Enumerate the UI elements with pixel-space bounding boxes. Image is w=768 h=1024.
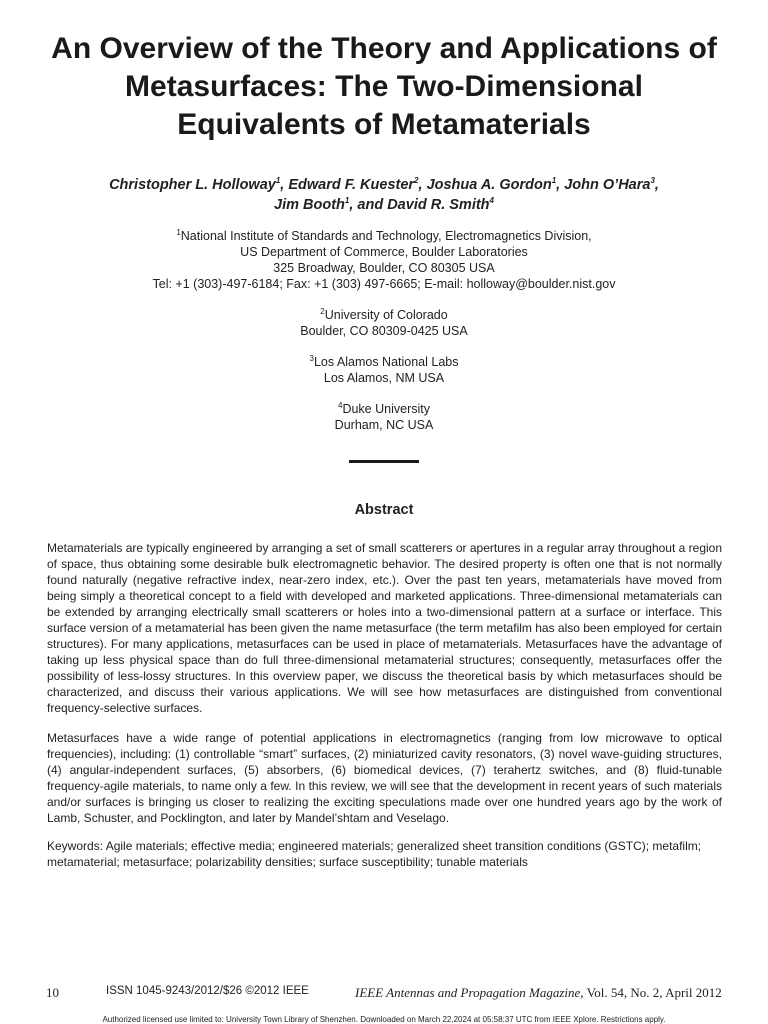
paper-title: An Overview of the Theory and Applications of Metasurfaces: The Two-Dimensional Equivalents of Metamaterials: [51, 32, 717, 141]
abstract-paragraph-2: Metasurfaces have a wide range of potential applications in electromagnetics (ranging from low microwave to optical frequencies), including: (1) controllable “smart” surfaces, (2) miniaturized cavity resonators, (3) novel wave-guiding structures, (4) angular-independent surfaces, (5) absorbers, (6) biomedical devices, (7) terahertz switches, and (8) fluid-tunable frequency-agile materials, to name only a few. In this review, we will see that the development in recent years of such materials and/or surfaces is bringing us closer to realizing the exciting speculations made over one hundred years ago by the work of Lamb, Schuster, and Pocklington, and later by Mandel’shtam and Veselago.: [47, 731, 722, 825]
affil-mark: 1: [176, 227, 181, 237]
affil-line: University of Colorado: [324, 308, 448, 322]
author-name: and David R. Smith: [357, 197, 490, 213]
author-affil-mark: 3: [650, 176, 655, 186]
author-name: Christopher L. Holloway: [109, 177, 276, 193]
author-affil-mark: 1: [344, 196, 350, 206]
affil-line: US Department of Commerce, Boulder Laboratories: [240, 245, 528, 259]
journal-citation: [355, 985, 721, 1001]
author-line-2: Jim Booth$^1$, and David R. Smith$^4$: [274, 196, 494, 213]
section-divider: [349, 460, 419, 463]
affil-line: Duke University: [342, 402, 430, 416]
license-notice: Authorized licensed use limited to: University Town Library of Shenzhen. Downloaded on March 22,2024 at 05:58:37 UTC from IEEE Xplore. Restrictions apply.: [102, 1015, 666, 1024]
affil-line: National Institute of Standards and Technology, Electromagnetics Division,: [180, 229, 592, 243]
author-name: Joshua A. Gordon: [426, 177, 552, 193]
author-name: John O’Hara: [564, 177, 651, 193]
affil-line: Los Alamos National Labs: [313, 355, 459, 369]
affil-mark: 4: [338, 400, 343, 410]
affiliation-1: [40, 228, 728, 292]
affiliation-2: [40, 307, 728, 339]
author-affil-mark: 1: [275, 176, 281, 186]
affil-mark: 3: [309, 353, 314, 363]
affil-line: Boulder, CO 80309-0425 USA: [300, 324, 468, 338]
issn-line: ISSN 1045-9243/2012/$26 ©2012 IEEE: [106, 985, 309, 997]
affiliation-4: [40, 401, 728, 433]
affil-contact-line: Tel: +1 (303)-497-6184; Fax: +1 (303) 497-6665; E-mail: holloway@boulder.nist.gov: [152, 277, 616, 291]
journal-issue: Vol. 54, No. 2, April 2012: [583, 985, 722, 1000]
affil-line: 325 Broadway, Boulder, CO 80305 USA: [273, 261, 495, 275]
keywords-paragraph: Keywords: Agile materials; effective media; engineered materials; generalized sheet transition conditions (GSTC); metafilm; metamaterial; metasurface; polarizability densities; surface susceptibility; tunable materials: [47, 839, 702, 869]
journal-name: IEEE Antennas and Propagation Magazine,: [355, 985, 584, 1000]
author-name: Edward F. Kuester: [288, 177, 415, 193]
affil-line: Durham, NC USA: [334, 418, 434, 432]
author-list: [40, 175, 728, 215]
affiliation-3: [40, 354, 728, 386]
affil-mark: 2: [320, 306, 325, 316]
author-line-1: Christopher L. Holloway$^1$, Edward F. Kuester$^2$, Joshua A. Gordon$^1$, John O’Hara$^3$,: [109, 176, 659, 193]
author-affil-mark: 4: [489, 196, 494, 206]
author-affil-mark: 2: [414, 176, 419, 186]
abstract-heading: Abstract: [354, 502, 414, 518]
page-number: 10: [46, 985, 59, 1000]
author-affil-mark: 1: [551, 176, 557, 186]
abstract-paragraph-1: Metamaterials are typically engineered by arranging a set of small scatterers or apertures in a regular array throughout a region of space, thus obtaining some desirable bulk electromagnetic behavior. The desired property is often one that is not normally found naturally (negative refractive index, near-zero index, etc.). Over the past ten years, metamaterials have moved from being simply a theoretical concept to a field with developed and marketed applications. Three-dimensional metamaterials can be extended by arranging electrically small scatterers or holes into a two-dimensional pattern at a surface or interface. This surface version of a metamaterial has been given the name metasurface (the term metafilm has also been employed for certain structures). For many applications, metasurfaces can be used in place of metamaterials. Metasurfaces have the advantage of taking up less physical space than do full three-dimensional metamaterial structures; consequently, metasurfaces offer the possibility of less-lossy structures. In this overview paper, we discuss the theoretical basis by which metasurfaces should be characterized, and discuss their various applications. We will see how metasurfaces are distinguished from conventional frequency-selective surfaces.: [47, 541, 723, 715]
affil-line: Los Alamos, NM USA: [323, 371, 445, 385]
author-name: Jim Booth: [274, 197, 345, 213]
